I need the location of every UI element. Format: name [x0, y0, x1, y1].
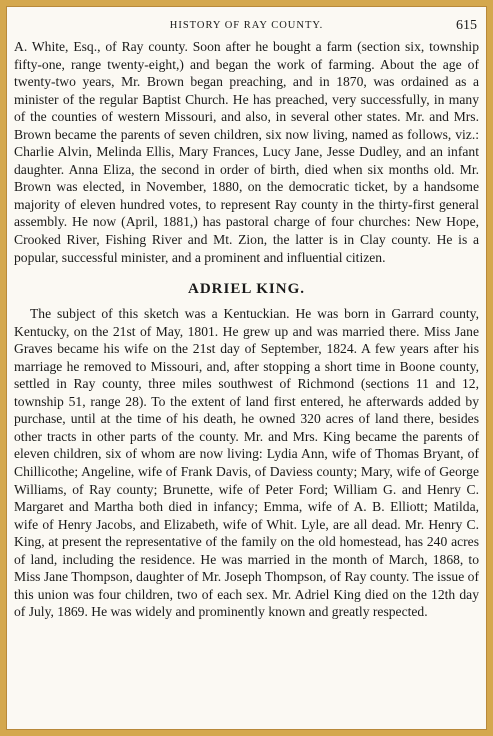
- paragraph-king-biography: The subject of this sketch was a Kentuckian. He was born in Garrard county, Kentucky, on the 21st of May, 1801. He grew up and was married there. Miss Jane Graves became his wife on the 21st day of September, 1824. A few years after his marriage he removed to Missouri, and, after stopping a short time in Boone county, settled in Ray county, three miles southwest of Richmond (sections 11 and 12, township 51, range 28). To the extent of land first entered, he afterwards added by purchase, until at the time of his death, he owned 320 acres of land there, besides other tracts in other parts of the county. Mr. and Mrs. King became the parents of eleven children, six of whom are now living: Lydia Ann, wife of Thomas Bryant, of Chillicothe; Angeline, wife of Frank Davis, of Daviess county; Mary, wife of George Williams, of Ray county; Brunette, wife of Peter Ford; William G. and Henry C. Margaret and Martha both died in infancy; Emma, wife of A. B. Elliott; Matilda, wife of Henry Jacobs, and Elizabeth, wife of Whit. Lyle, are all dead. Mr. Henry C. King, at present the representative of the family on the old homestead, has 240 acres of land, including the residence. He was married in the month of March, 1868, to Miss Jane Thompson, daughter of Mr. Joseph Thompson, of Ray county. The issue of this union was four children, two of each sex. Mr. Adriel King died on the 12th day of July, 1869. He was widely and prominently known and greatly respected.: [14, 306, 479, 620]
- book-page: [14, 20, 479, 621]
- running-head: [14, 20, 479, 38]
- page-number: 615: [456, 18, 477, 33]
- section-heading: ADRIEL KING.: [187, 281, 306, 298]
- paragraph-brown-biography: A. White, Esq., of Ray county. Soon after he bought a farm (section six, township fifty-one, range twenty-eight,) and began the work of farming. About the age of twenty-two years, Mr. Brown began preaching, and in 1870, was ordained as a minister of the regular Baptist Church. He has preached, very successfully, in many of the counties of western Missouri, and also, in several other states. Mr. and Mrs. Brown became the parents of seven children, six now living, named as follows, viz.: Charlie Alvin, Melinda Ellis, Mary Frances, Lucy Jane, Jesse Dudley, and an infant daughter. Anna Eliza, the second in order of birth, died when six months old. Mr. Brown was elected, in November, 1880, on the democratic ticket, by a handsome majority of eleven hundred votes, to represent Ray county in the thirty-first general assembly. He now (April, 1881,) has pastoral charge of four churches: New Hope, Crooked River, Fishing River and Mt. Zion, the latter is in Clay county. He is a popular, successful minister, and a prominent and influential citizen.: [14, 39, 479, 265]
- running-title: HISTORY OF RAY COUNTY.: [169, 20, 324, 31]
